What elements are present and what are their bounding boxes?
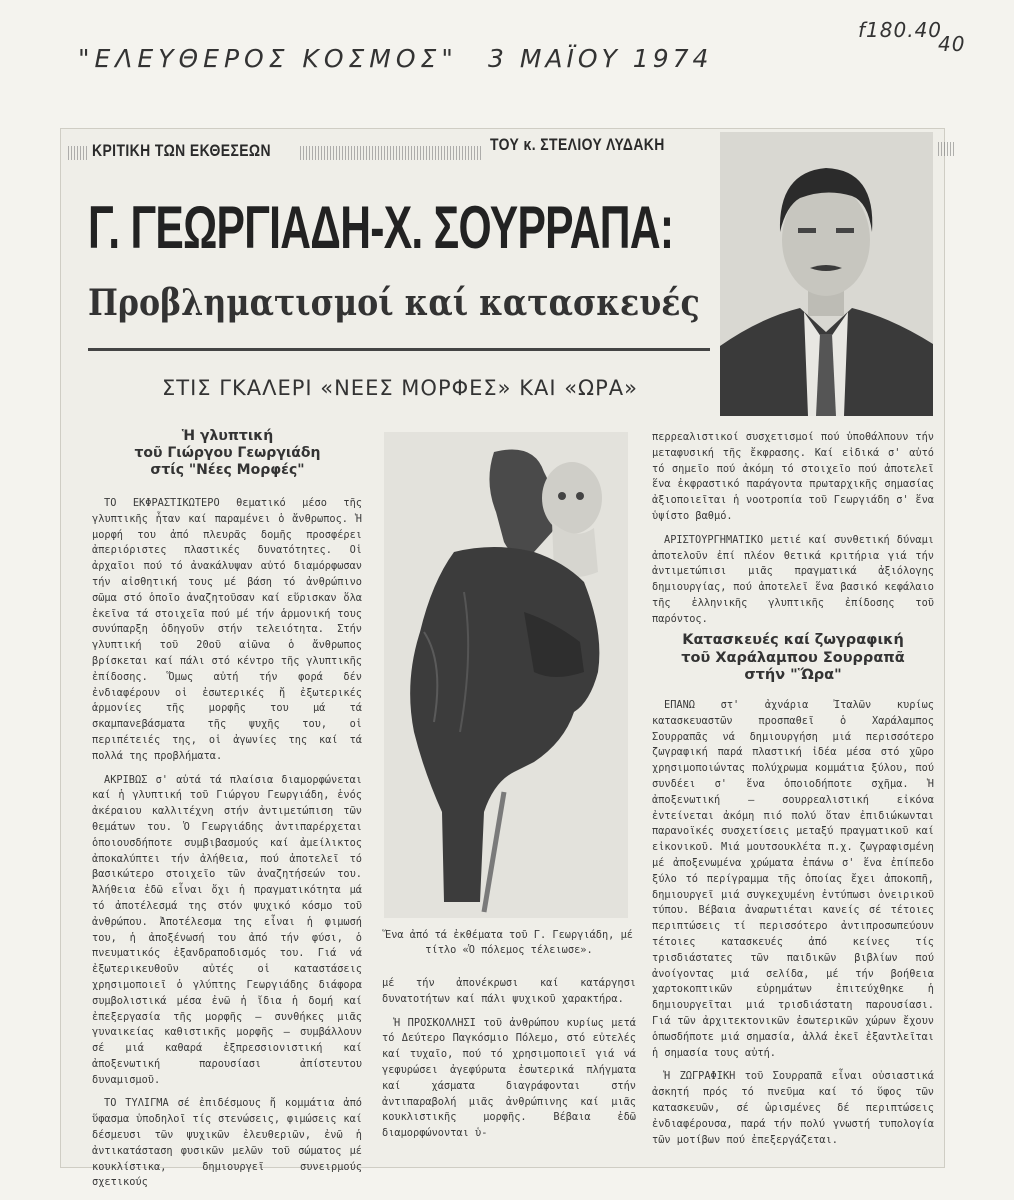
article-paragraph: μέ τήν ἀπονέκρωσι καί κατάργησι δυνατοτήτων καί πάλι ψυχικοῦ χαρακτήρα. [382,977,636,1005]
section2-heading-line: στήν "Ὥρα" [744,667,842,684]
article-paragraph: ΕΠΑΝΩ στ' ἀχνάρια Ἰταλῶν κυρίως κατασκευαστῶν προσπαθεῖ ὁ Χαράλαμπος Σουρραπᾶς νά δημιουργήση μιά περισσότερο ζωγραφική παρά πλαστική ἰδέα μέσα στό χῶρο χρησιμοποιώντας πολύχρωμα κομμάτια ξύλου, πού συνδέει σ' ἕνα ὁποιοδήποτε σχῆμα. Ἡ ἀποξενωτική — σουρρεαλιστική εἰκόνα ἐντείνεται ἀκόμη πιό πολύ ὅταν ἐπιδιώκωνται παρανοϊκές συσχετίσεις μεταξύ πραγματικοῦ καί εἰκονικοῦ. Μιά μουτσουκλέτα π.χ. ζωγραφισμένη μέ ἀποξενωμένα χρώματα ἐπάνω σ' ἕνα ἐπίπεδο ξύλο τό περίγραμμα τῆς ὁποίας ἔχει ἀποκοπῆ, δημιουργεῖ μιά συγκεχυμένη ἐντύπωσι ὀνειρικοῦ τύπου. Βέβαια ἀναρωτιέται κανείς σέ τέτοιες περιπτώσεις τί περισσότερο ἀντιπροσωπεύουν τέτοιες κατασκευές ἀπό κείνες τίς τρισδιάστατες τῶν παιδικῶν βιβλίων πού ἀνοίγοντας μιά σελίδα, μέ τήν βοήθεια χαρτοκοπτικῶν εὑρημάτων ἐπιτεύχθηκε ἡ δημιουργεῖται μιά τρισδιάστατη παρουσίασι. Γιά τῶν ἀρχιτεκτονικῶν ἐσωτερικῶν χώρων ἔχουν ὁπωσδήποτε μιά σημασία, ἀλλά ἐκεῖ ἐξαντλεῖται ἡ σημασία τους αὐτή. [652,699,934,1059]
photo-caption: Ἕνα ἀπό τά ἐκθέματα τοῦ Γ. Γεωργιάδη, μέ τίτλο «Ὁ πόλεμος τέλειωσε». [385,929,633,956]
article-paragraph: ΤΟ ΤΥΛΙΓΜΑ σέ ἐπιδέσμους ἤ κομμάτια ἀπό ὕφασμα ὑποδηλοῖ τίς στενώσεις, φιμώσεις καί δέσμευσι τῶν ψυχικῶν ἐλευθεριῶν, ἐνῶ ἡ ἀντικατάσταση φυσικῶν μελῶν τοῦ σώματος μέ κουκλίστικα, δημιουργεῖ συνειρμούς σχετικούς [92,1097,362,1189]
article-paragraph: Ἡ ΠΡΟΣΚΟΛΛΗΣΙ τοῦ ἀνθρώπου κυρίως μετά τό Δεύτερο Παγκόσμιο Πόλεμο, στό εὐτελές καί τυχαῖο, πού τό χρησιμοποιεῖ γιά νά γεφυρώσει ἀγεφύρωτα ἐσωτερικά πλήγματα καί χάσματα διαγράφονται στήν ἀντιπαραβολή μιᾶς ἀνθρώπινης καί μιᾶς κουκλιστικῆς μορφῆς. Βέβαια ἐδῶ διαμορφώνονται ὑ- [382,1016,636,1140]
header-hatch-left [68,146,88,160]
section1-heading-line: τοῦ Γιώργου Γεωργιάδη [134,445,321,462]
article-paragraph: Ἡ ΖΩΓΡΑΦΙΚΗ τοῦ Σουρραπᾶ εἶναι οὐσιαστικά ἀσκητή πρός τό πνεῦμα καί τό ὕφος τῶν κατασκευῶν, σέ ὡρισμένες δέ περιπτώσεις ἐνδιαφέρουσα, παρά τήν πολύ γνωστή τυπολογία τῶν μοτίβων πού ἐπεξεργάζεται. [652,1070,934,1146]
byline: ΤΟΥ κ. ΣΤΕΛΙΟΥ ΛΥΔΑΚΗ [490,135,665,154]
article-paragraph: ΑΡΙΣΤΟΥΡΓΗΜΑΤΙΚΟ μετιέ καί συνθετική δύναμι ἀποτελοῦν ἐπί πλέον θετικά κριτήρια γιά τήν ἀντιμετώπισι μιᾶς πραγματικά ἀξιόλογης δημιουργίας, πού ἀποτελεῖ ἕνα βασικό κεφάλαιο τῆς ἑλληνικῆς γλυπτικῆς ἐπίδοσης τοῦ παρόντος. [652,533,934,625]
article-column-left [92,496,362,1199]
author-portrait-photo [720,132,933,416]
section1-heading-line: Ἡ γλυπτική [181,428,274,444]
section-kicker: ΚΡΙΤΙΚΗ ΤΩΝ ΕΚΘΕΣΕΩΝ [92,141,271,160]
article-column-middle [382,976,636,1150]
portrait-illustration [720,132,933,416]
deck: ΣΤΙΣ ΓΚΑΛΕΡΙ «ΝΕΕΣ ΜΟΡΦΕΣ» ΚΑΙ «ΩΡΑ» [162,376,638,400]
article-column-right-top [652,430,934,636]
article-paragraph: ΑΚΡΙΒΩΣ σ' αὐτά τά πλαίσια διαμορφώνεται καί ἡ γλυπτική τοῦ Γιώργου Γεωργιάδη, ἑνός ἀκέραιου καλλιτέχνη στήν ἀντιμετώπιση τῶν θεμάτων του. Ὁ Γεωργιάδης ἀντιπαρέρχεται ὁποιουσδήποτε συμβιβασμούς καί ἀμείλικτος ἀποκαλύπτει τήν ἀλήθεια, πού ἀποτελεῖ τό βασικώτερο στοιχεῖο τῶν ἀναζητήσεών του. Ἀλήθεια ἐδῶ εἶναι ὄχι ἡ πραγματικότητα μά τό ἀποτέλεσμά της στόν ψυχικό κόσμο τοῦ ἀνθρώπου. Ἀποτέλεσμα της εἶναι ἡ φιμωσή του, ἡ ἀποξένωσή του ἀπό τήν φύσι, ὁ πνευματικός ἐξανδραποδισμός του. Γιά νά ἐξωτερικευθοῦν αὐτές οἱ καταστάσεις χρησιμοποιεῖ ὁ γλύπτης Γεωργιάδης διάφορα συμβολιστικά μέσα ἐνῶ ἡ ἴδια ἡ δομή καί ἐπεξεργασία τῆς μορφῆς — συνθήκες μιᾶς γυναικείας καθιστικῆς μορφῆς — συμβάλλουν σέ μιά καθαρά ἐξπρεσσιονιστική καί ἀποξενωτική παρουσίασι ἀπίστευτου δυναμισμοῦ. [92,773,362,1086]
handwritten-archive-number-2: 40 [938,32,966,56]
section2-heading-line: τοῦ Χαράλαμπου Σουρραπᾶ [681,649,905,666]
section1-heading-line: στίς "Νέες Μορφές" [150,462,305,479]
handwritten-archive-number: f180.40 [858,18,943,42]
header-hatch-right [938,142,954,156]
sculpture-photo [384,432,628,918]
section2-heading-line: Κατασκευές καί ζωγραφική [682,632,904,648]
section2-heading [652,632,934,685]
section1-heading [95,428,360,479]
headline-rule [88,348,710,351]
subheadline: Προβληματισμοί καί κατασκευές [88,282,700,324]
handwritten-newspaper-name: "ΕΛΕΥΘΕΡΟΣ ΚΟΣΜΟΣ" [78,44,458,73]
article-column-right-bottom [652,698,934,1156]
article-paragraph: ΤΟ ΕΚΦΡΑΣΤΙΚΩΤΕΡΟ θεματικό μέσο τῆς γλυπτικῆς ἦταν καί παραμένει ὁ ἄνθρωπος. Ἡ μορφή του ἀπό πλευρᾶς δομῆς προσφέρει ἀπεριόριστες πλαστικές δυνατότητες. Οἱ ἀρχαῖοι πού τό ἀνακάλυψαν αὐτό διαμόρφωσαν τήν αἰσθητική τους μέ βάση τό ἀνθρώπινο σῶμα στό ὁποῖο ἀναζητοῦσαν καί εὕρισκαν ὅλα ἐκεῖνα τά στοιχεῖα πού μέ τήν ἁρμονική τους συνύπαρξη ὁδηγοῦν στήν τελειότητα. Στήν γλυπτική τοῦ 20οῦ αἰῶνα ὁ ἄνθρωπος βρίσκεται καί πάλι στό κέντρο τῆς γλυπτικῆς ἐπίδοσης. Ὅμως αὐτή τήν φορά δέν ἐνδιαφέρουν οἱ ἐσωτερικές ἤ ἐξωτερικές ἁρμονίες τῆς μορφῆς του μά τά σκαμπανεβάσματα τῆς ψυχῆς του, οἱ περιπέτειές της, οἱ ἀγωνίες της καί τά πολλά της προβλήματα. [92,497,362,762]
header-hatch-middle [300,146,482,160]
article-paragraph: περρεαλιστικοί συσχετισμοί πού ὑποθάλπουν τήν μεταφυσική τῆς ἔκφρασης. Καί εἰδικά σ' αὐτό τό σημεῖο πού ἀκόμη τό στοιχεῖο πού ἀποτελεῖ ἕνα ἐκφραστικό παράγοντα πρωταρχικῆς σημασίας ἀξιοποιεῖται ἡ νοοτροπία τοῦ Γεωργιάδη σ' ἕνα ὑψίστο βαθμό. [652,431,934,522]
sculpture-illustration [384,432,628,918]
handwritten-date: 3 ΜΑΪΟΥ 1974 [488,44,713,73]
headline: Γ. ΓΕΩΡΓΙΑΔΗ-Χ. ΣΟΥΡΡΑΠΑ: [88,194,674,261]
